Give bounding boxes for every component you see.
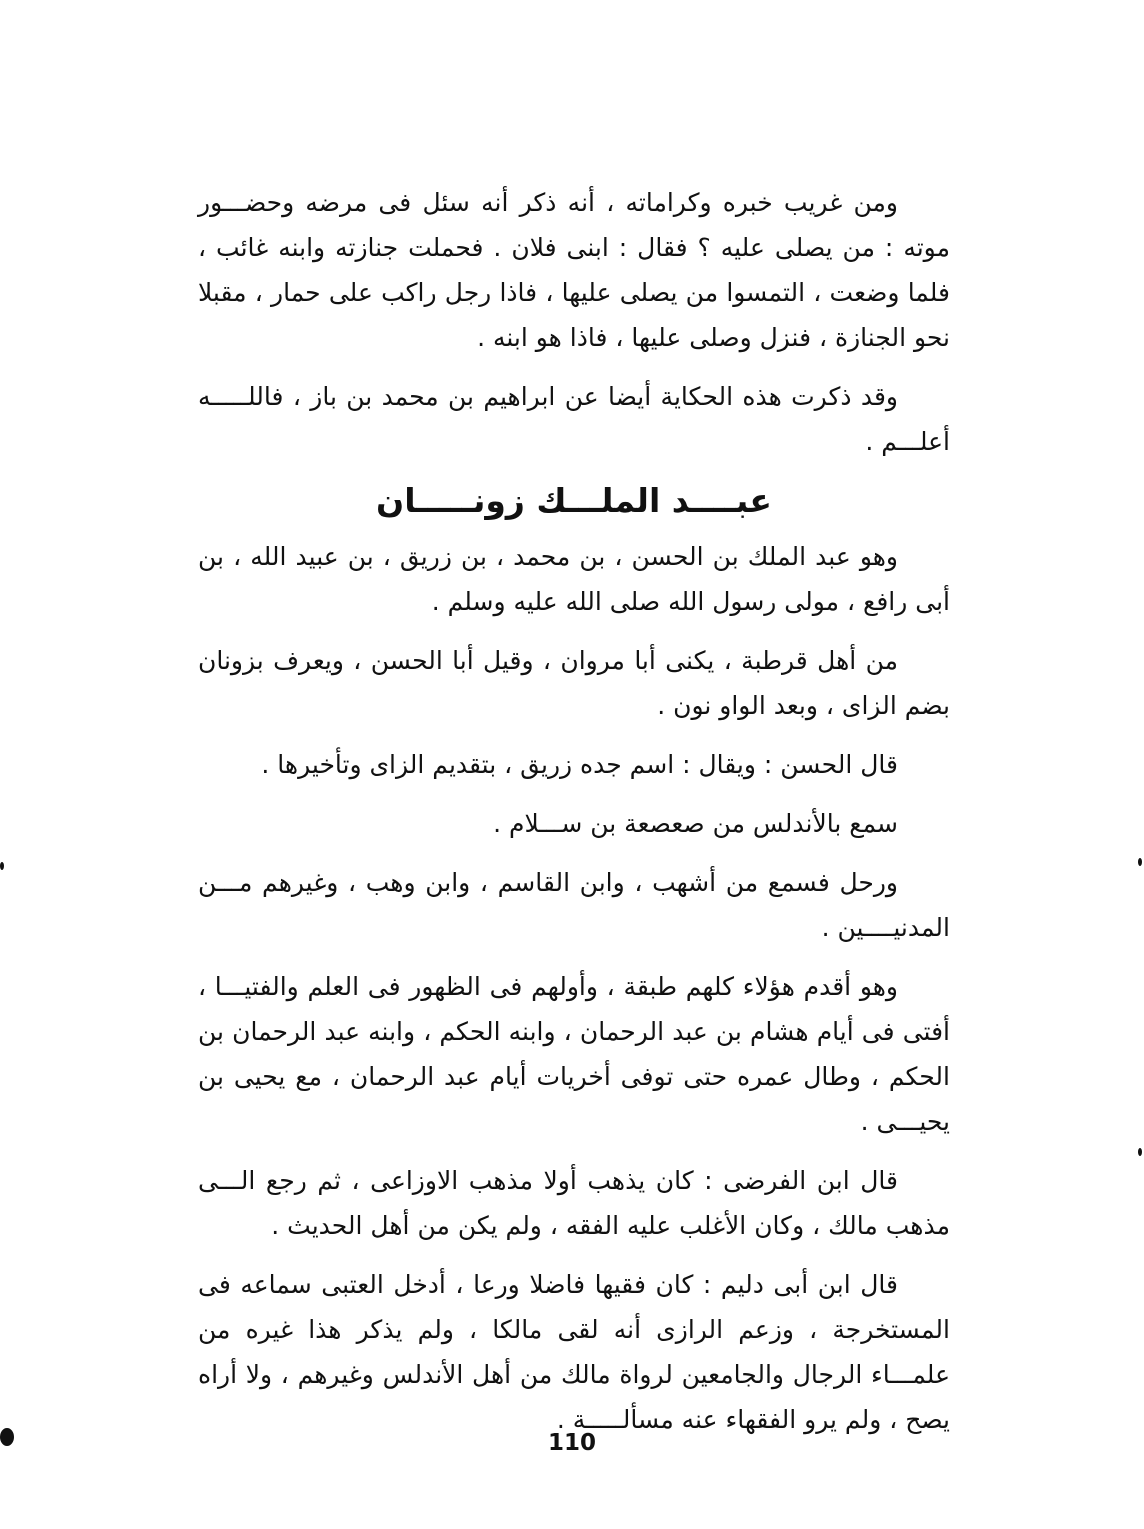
paragraph-lineage: وهو عبد الملك بن الحسن ، بن محمد ، بن زريق ، بن عبيد الله ، بن أبى رافع ، مولى رسول الله صلى الله عليه وسلم .: [198, 542, 950, 616]
paragraph-seniority: وهو أقدم هؤلاء كلهم طبقة ، وأولهم فى الظهور فى العلم والفتيـــا ، أفتى فى أيام هشام بن عبد الرحمان ، وابنه الحكم ، وابنه عبد الرحمان بن الحكم ، وطال عمره حتى توفى أخريات أيام عبد الرحمان ، مع يحيى بن يحيـــى .: [198, 972, 950, 1136]
scan-edge-speck: [0, 862, 4, 870]
paragraph-teacher-andalus: سمع بالأندلس من صعصعة بن ســـلام .: [493, 809, 898, 838]
paragraph-travels: ورحل فسمع من أشهب ، وابن القاسم ، وابن وهب ، وغيرهم مـــن المدنيــــين .: [198, 868, 950, 942]
scan-edge-speck: [1138, 858, 1142, 866]
page-number: 110: [547, 1430, 596, 1456]
section-heading: عبــــد الملـــك زونـــــان: [376, 481, 772, 520]
page-body: [198, 180, 950, 1456]
paragraph-ibn-abi-dulaym: قال ابن أبى دليم : كان فقيها فاضلا ورعا ، أدخل العتبى سماعه فى المستخرجة ، وزعم الرازى أنه لقى مالكا ، ولم يذكر هذا غيره من علمـــاء الرجال والجامعين لرواة مالك من أهل الأندلس وغيرهم ، ولا أراه يصح ، ولم يرو الفقهاء عنه مسألـــــة .: [198, 1270, 950, 1434]
scan-edge-dot: [0, 1428, 14, 1446]
paragraph-name-note: قال الحسن : ويقال : اسم جده زريق ، بتقديم الزاى وتأخيرها .: [261, 750, 898, 779]
scan-edge-speck: [1138, 1148, 1142, 1156]
paragraph-alternate-attribution: وقد ذكرت هذه الحكاية أيضا عن ابراهيم بن محمد بن باز ، فاللـــــه أعلـــم .: [198, 382, 950, 456]
paragraph-ibn-al-faradi: قال ابن الفرضى : كان يذهب أولا مذهب الاوزاعى ، ثم رجع الـــى مذهب مالك ، وكان الأغلب عليه الفقه ، ولم يكن من أهل الحديث .: [198, 1166, 950, 1240]
paragraph-miracle-story: ومن غريب خبره وكراماته ، أنه ذكر أنه سئل فى مرضه وحضـــور موته : من يصلى عليه ؟ فقال : ابنى فلان . فحملت جنازته وابنه غائب ، فلما وضعت ، التمسوا من يصلى عليها ، فاذا رجل راكب على حمار ، مقبلا نحو الجنازة ، فنزل وصلى عليها ، فاذا هو ابنه .: [198, 188, 950, 352]
paragraph-origin: من أهل قرطبة ، يكنى أبا مروان ، وقيل أبا الحسن ، ويعرف بزونان بضم الزاى ، وبعد الواو نون .: [198, 646, 950, 720]
